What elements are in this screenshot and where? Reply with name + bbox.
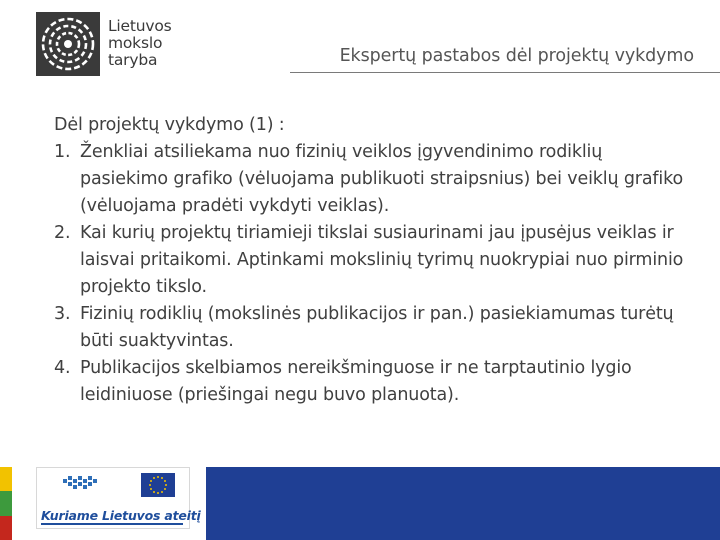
list-item-text: Fizinių rodiklių (mokslinės publikacijos ir pan.) pasiekiamumas turėtų būti suaktyvintas. [80, 304, 674, 351]
list-item [54, 355, 694, 409]
list-item [54, 220, 694, 301]
eu-tagline-underline [41, 523, 183, 525]
eu-flag-icon [141, 473, 175, 497]
list-item-number: 1. [54, 142, 71, 162]
remarks-list [54, 139, 694, 409]
eu-tagline: Kuriame Lietuvos ateitį [41, 508, 201, 523]
list-item-number: 2. [54, 223, 71, 243]
section-heading: Dėl projektų vykdymo (1) : [54, 115, 285, 135]
logo-mark-icon [36, 12, 100, 76]
logo-line-3: taryba [108, 51, 158, 69]
footer-blue-bar [206, 467, 720, 540]
flag-stripe-yellow [0, 467, 12, 491]
logo-line-2: mokslo [108, 34, 163, 52]
logo-line-1: Lietuvos [108, 17, 172, 35]
eu-structural-funds-icon [59, 473, 119, 499]
flag-stripe-red [0, 516, 12, 540]
slide-body [54, 112, 694, 409]
logo-text [108, 18, 172, 69]
list-item-text: Publikacijos skelbiamos nereikšminguose ir ne tarptautinio lygio leidiniuose (priešingai negu buvo planuota). [80, 358, 632, 405]
list-item-number: 3. [54, 304, 71, 324]
list-item-number: 4. [54, 358, 71, 378]
flag-stripe-green [0, 491, 12, 515]
title-divider [290, 72, 720, 73]
list-item [54, 301, 694, 355]
list-item-text: Kai kurių projektų tiriamieji tikslai susiaurinami jau įpusėjus veiklas ir laisvai pritaikomi. Aptinkami mokslinių tyrimų nuokrypiai nuo pirminio projekto tikslo. [80, 223, 684, 297]
slide-title: Ekspertų pastabos dėl projektų vykdymo [339, 46, 694, 66]
list-item-text: Ženkliai atsiliekama nuo fizinių veiklos įgyvendinimo rodiklių pasiekimo grafiko (vėluojama publikuoti straipsnius) bei veiklų grafiko (vėluojama pradėti vykdyti veiklas). [80, 142, 684, 216]
lithuanian-flag-stripes [0, 467, 12, 540]
eu-funding-logo [36, 467, 201, 529]
lmt-logo [36, 12, 176, 76]
list-item [54, 139, 694, 220]
